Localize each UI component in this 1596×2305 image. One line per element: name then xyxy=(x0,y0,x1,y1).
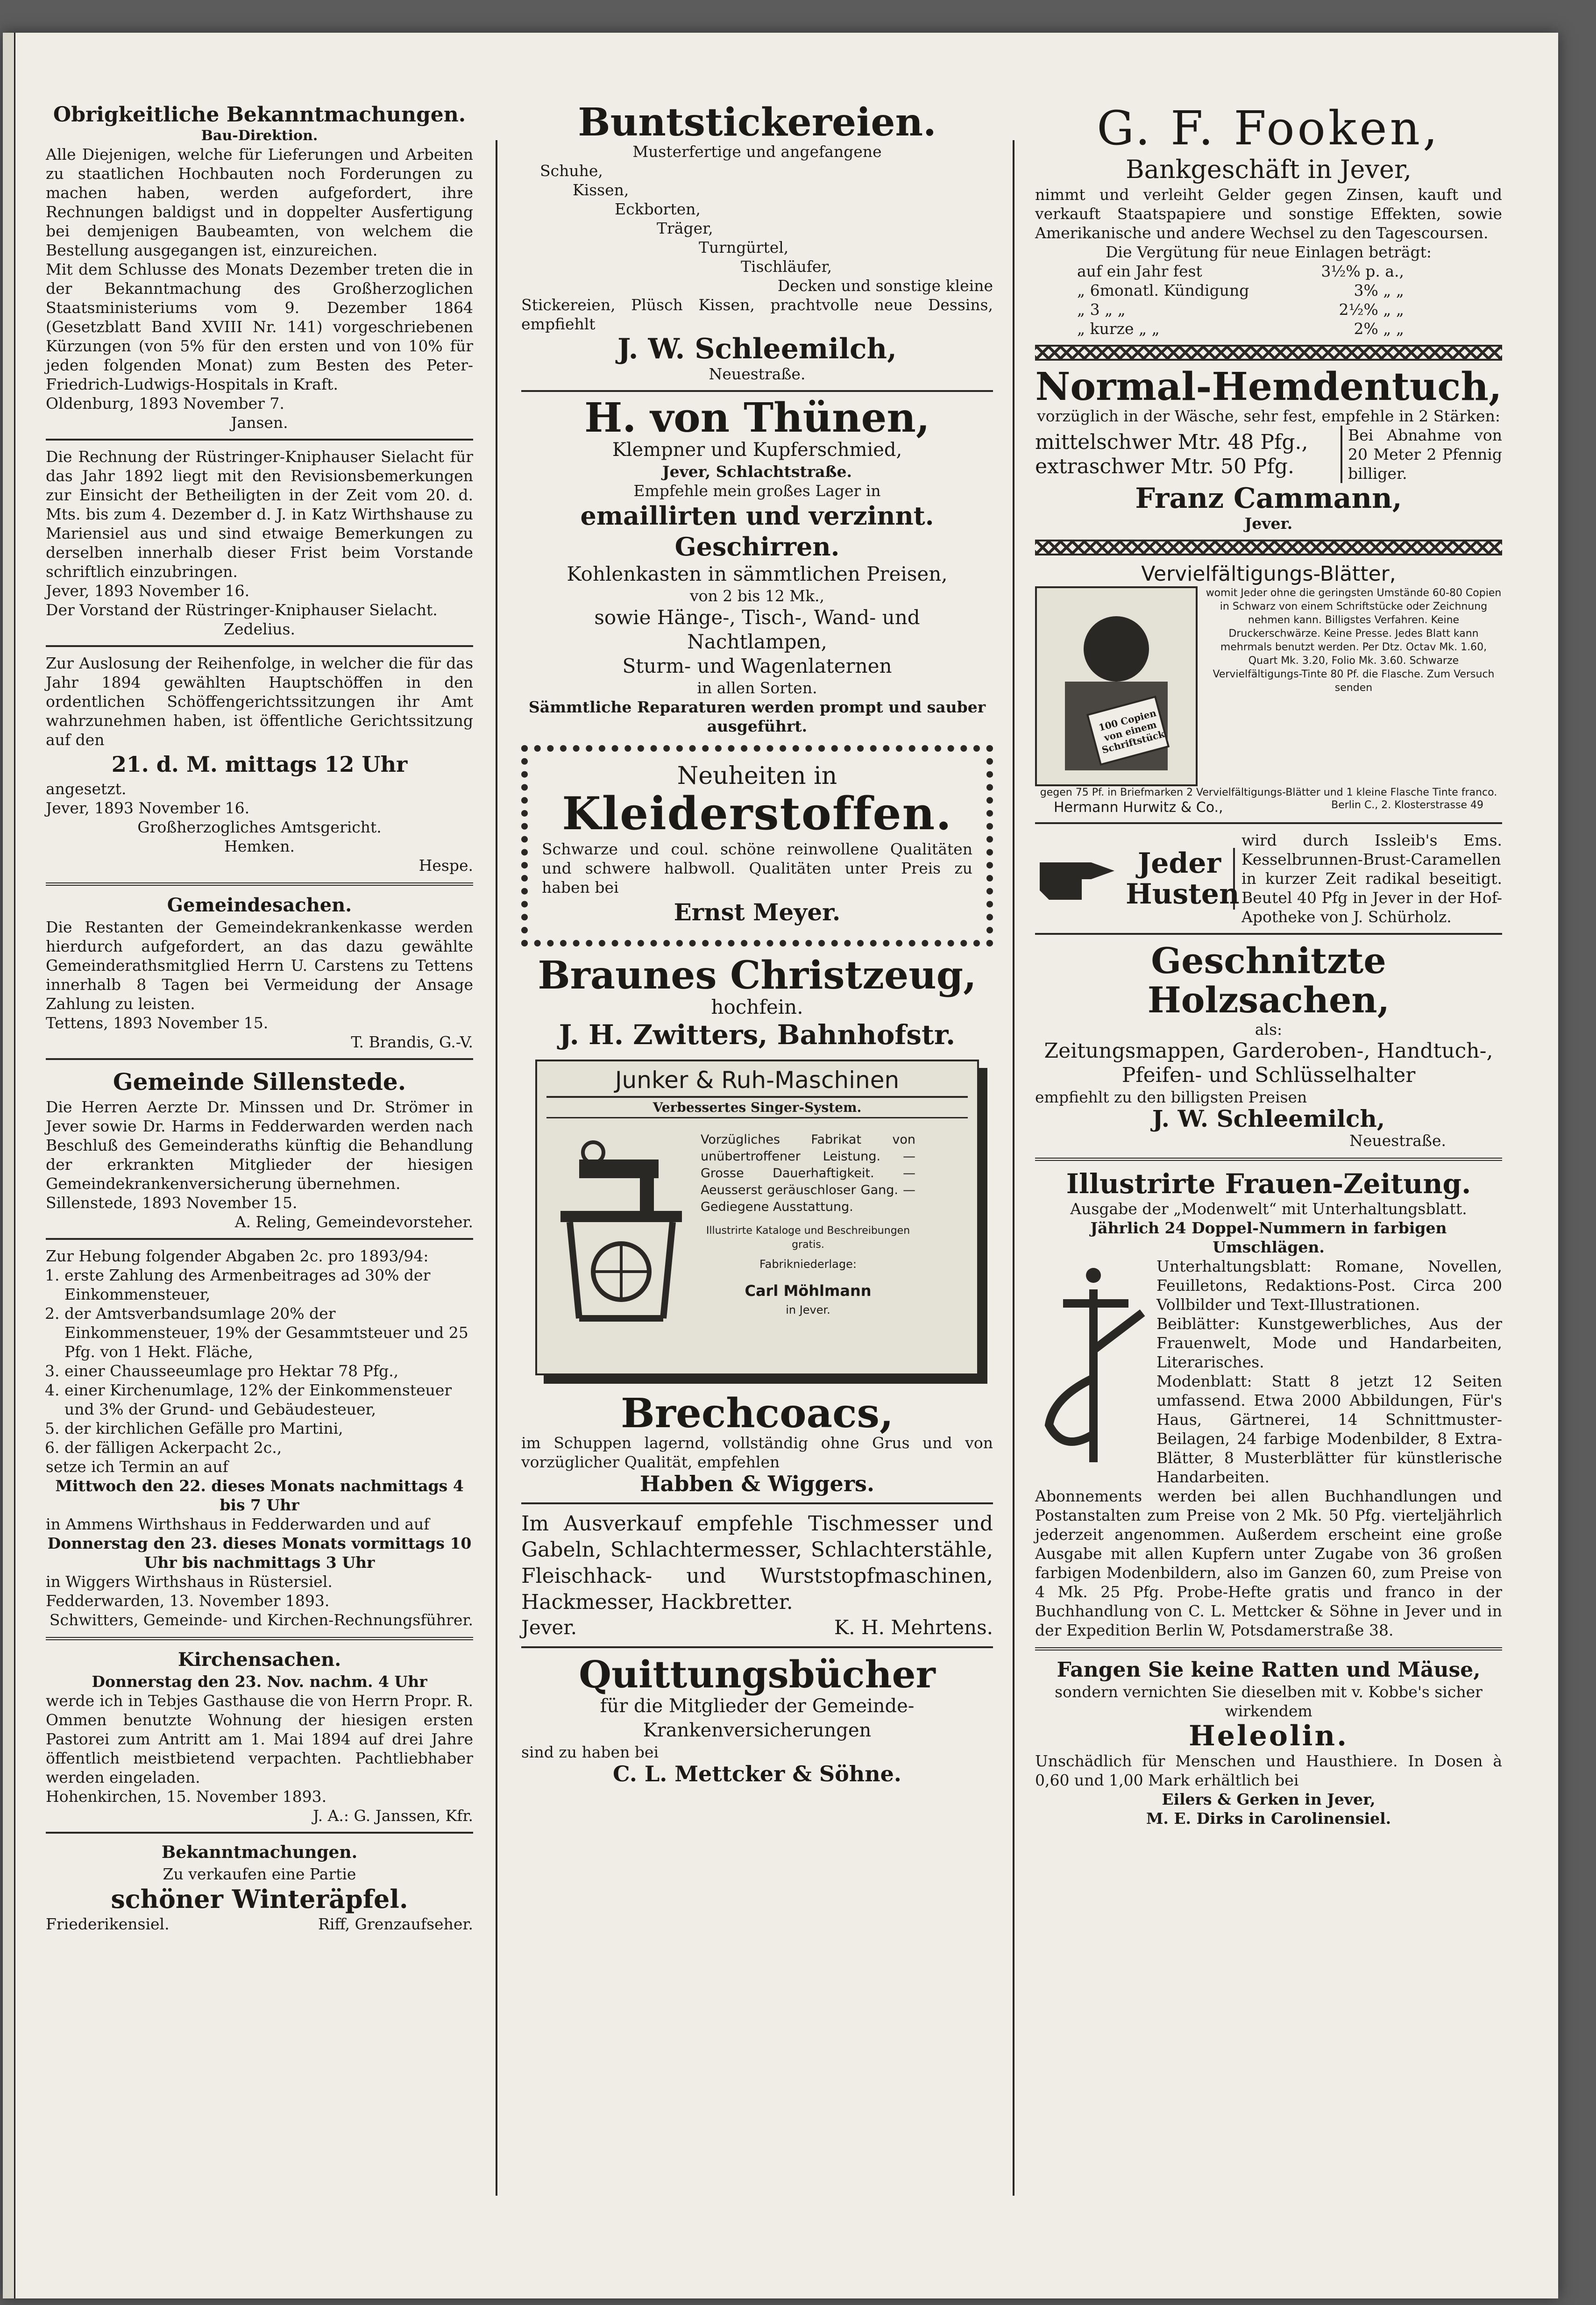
list-item: 5. der kirchlichen Gefälle pro Martini, xyxy=(64,1419,473,1438)
ad-address: Jever, Schlachtstraße. xyxy=(662,462,852,481)
notice-text: Zur Auslosung der Reihenfolge, in welcher die für das Jahr 1894 gewählten Hauptschöffen in den ordentlichen Schöffengerichtssitzungen ihr Amt wahrzunehmen haben, ist öffentliche Gerichtssitzung auf den xyxy=(46,654,473,749)
rate-row xyxy=(1077,319,1404,338)
ad-item: Tischläufer, xyxy=(741,257,832,276)
notice-signature: A. Reling, Gemeindevorsteher. xyxy=(234,1213,473,1231)
divider xyxy=(46,645,473,647)
notice-date: Sillenstede, 1893 November 15. xyxy=(46,1194,298,1212)
ad-text: sind zu haben bei xyxy=(521,1743,659,1761)
ad-firm: K. H. Mehrtens. xyxy=(834,1616,993,1639)
heading-obrigkeitliche: Obrigkeitliche Bekanntmachungen. xyxy=(53,103,466,127)
ad-address: Berlin C., 2. Klosterstrasse 49 xyxy=(1331,799,1483,811)
ad-firm: C. L. Mettcker & Söhne. xyxy=(613,1761,901,1786)
ad-text: Unschädlich für Menschen und Hausthiere. In Dosen à 0,60 und 1,00 Mark erhältlich bei xyxy=(1035,1752,1502,1789)
ad-firm: Franz Cammann, xyxy=(1135,482,1402,515)
notice-date: Hohenkirchen, 15. November 1893. xyxy=(46,1787,327,1806)
ad-place: in Jever. xyxy=(786,1303,830,1316)
column-2 xyxy=(521,100,993,1786)
ad-text: wird durch Issleib's Ems. Kesselbrunnen-Brust-Caramellen in kurzer Zeit radikal beseitigt. Beutel 40 Pfg in Jever in der Hof-Apotheke von J. Schürholz. xyxy=(1241,831,1502,926)
divider xyxy=(521,1502,993,1504)
ad-item: Eckborten, xyxy=(615,200,701,218)
rate-row xyxy=(1077,300,1404,319)
notice-name: Zedelius. xyxy=(224,620,295,638)
ad-address: Neuestraße. xyxy=(1349,1131,1446,1150)
ad-subtitle: als: xyxy=(1255,1020,1283,1039)
notice-text: Alle Diejenigen, welche für Lieferungen und Arbeiten zu staatlichen Hochbauten noch Forderungen zu machen haben, werden aufgefordert, ihre Rechnungen baldigst und in doppelter Ausfertigung bei demjenigen Baubeamten, von welchem die Bestellung ausgegangen ist, einzureichen. xyxy=(46,145,473,259)
pointing-hand-icon xyxy=(1035,844,1119,914)
ad-subtitle: Verbessertes Singer-System. xyxy=(546,1098,968,1118)
previous-page-edge xyxy=(3,33,15,2298)
ad-quittungsbuecher-title: Quittungsbücher xyxy=(579,1652,936,1696)
ad-item: Kissen, xyxy=(573,181,629,199)
notice-signature: Schwitters, Gemeinde- und Kirchen-Rechnungsführer. xyxy=(49,1611,473,1629)
rate-row xyxy=(1077,281,1404,300)
notice-name: Hemken. xyxy=(224,837,295,855)
column-3 xyxy=(1035,103,1502,1828)
rate-value: 3½% p. a., xyxy=(1321,262,1404,280)
ad-highlight: emaillirten und verzinnt. Geschirren. xyxy=(580,501,934,562)
notice-text: Zu verkaufen eine Partie xyxy=(163,1865,356,1883)
heading-gemeindesachen: Gemeindesachen. xyxy=(167,894,352,916)
ad-brechcoacs-title: Brechcoacs, xyxy=(621,1390,894,1437)
rate-label: „ kurze „ „ xyxy=(1077,320,1160,338)
list-item: 1. erste Zahlung des Armenbeitrages ad 30% der Einkommensteuer, xyxy=(64,1266,473,1304)
copy-illustration-icon xyxy=(1037,588,1196,784)
ad-subtitle: Ausgabe der „Modenwelt“ mit Unterhaltungsblatt. xyxy=(1070,1200,1467,1218)
ad-subtitle: hochfein. xyxy=(711,996,803,1018)
ad-item: Schuhe, xyxy=(540,162,603,180)
ad-text: Zeitungsmappen, Garderoben-, Handtuch-, Pfeifen- und Schlüsselhalter xyxy=(1044,1039,1493,1087)
divider xyxy=(46,1637,473,1640)
ad-address: Neuestraße. xyxy=(709,365,806,383)
ad-text: sowie Hänge-, Tisch-, Wand- und Nachtlampen, xyxy=(594,606,920,653)
divider xyxy=(521,1646,993,1648)
heading-kirchensachen: Kirchensachen. xyxy=(177,1649,341,1671)
notice-date: Fedderwarden, 13. November 1893. xyxy=(46,1592,330,1610)
list-item: 2. der Amtsverbandsumlage 20% der Einkommensteuer, 19% der Gesammtsteuer und 25 Pfg. von 1 Hekt. Fläche, xyxy=(64,1304,473,1361)
column-1 xyxy=(46,103,473,1934)
ad-text: von 2 bis 12 Mk., xyxy=(689,587,825,605)
notice-place: Friederikensiel. xyxy=(46,1915,170,1933)
notice-text: Die Restanten der Gemeindekrankenkasse werden hierdurch aufgefordert, an das dazu gewählte Gemeinderathsmitglied Herrn U. Carstens zu Tettens innerhalb 8 Tagen bei Vermeidung der Ansage Zahlung zu leisten. xyxy=(46,918,473,1013)
tax-intro: Zur Hebung folgender Abgaben 2c. pro 1893/94: xyxy=(46,1247,429,1265)
notice-text: setze ich Termin an auf xyxy=(46,1458,228,1476)
rates-table xyxy=(1035,262,1404,338)
notice-text: Die Rechnung der Rüstringer-Kniphauser Sielacht für das Jahr 1892 liegt mit den Revisionsbemerkungen zur Einsicht der Betheiligten in der Zeit vom 20. d. Mts. bis zum 4. Dezember d. J. in Katz Wirthshause zu Mariensiel aus und sind etwaige Bemerkungen zu derselben innerhalb dieser Frist beim Vorstande schriftlich einzubringen. xyxy=(46,448,473,581)
ad-text: Fabrikniederlage: xyxy=(759,1258,857,1271)
ad-place: Jever. xyxy=(521,1616,577,1639)
illustration-caption: 100 Copien von einem Schriftstück xyxy=(1097,707,1166,756)
apples-heading: schöner Winteräpfel. xyxy=(111,1884,408,1914)
ad-kleiderstoffen-title: Kleiderstoffen. xyxy=(562,787,952,840)
ad-text: gegen 75 Pf. in Briefmarken 2 Vervielfältigungs-Blätter und 1 kleine Flasche Tinte franco. xyxy=(1040,787,1497,798)
divider xyxy=(46,882,473,886)
ad-item: Decken und sonstige kleine xyxy=(777,277,993,295)
husten-heading xyxy=(1126,847,1240,911)
ad-frauenzeitung-title: Illustrirte Frauen-Zeitung. xyxy=(1066,1168,1471,1200)
divider xyxy=(46,1238,473,1240)
rate-row xyxy=(1077,262,1404,281)
husten-word-2: Husten xyxy=(1126,877,1240,911)
notice-date: Tettens, 1893 November 15. xyxy=(46,1014,269,1032)
list-item: 3. einer Chausseeumlage pro Hektar 78 Pfg., xyxy=(64,1361,473,1380)
ad-subtitle: Bankgeschäft in Jever, xyxy=(1125,155,1412,184)
ad-text: nimmt und verleiht Gelder gegen Zinsen, kauft und verkauft Staatspapiere und sonstige Effekten, sowie Amerikanische und andere Wechsel zu den Tagescoursen. xyxy=(1035,185,1502,242)
heading-bekanntmachungen: Bekanntmachungen. xyxy=(161,1843,358,1862)
church-date: Donnerstag den 23. Nov. nachm. 4 Uhr xyxy=(92,1672,427,1691)
ad-junker-title: Junker & Ruh-Maschinen xyxy=(546,1068,968,1098)
ad-junker-box xyxy=(535,1060,979,1375)
newspaper-page xyxy=(3,33,1558,2298)
ad-subtitle: Klempner und Kupferschmied, xyxy=(612,439,902,461)
ad-text: Beiblätter: Kunstgewerbliches, Aus der Frauenwelt, Mode und Handarbeiten, Literarisches. xyxy=(1156,1315,1502,1371)
notice-text: werde ich in Tebjes Gasthause die von Herrn Propr. R. Ommen benutzte Wohnung der hiesigen ersten Pastorei zum Antritt am 1. Mai 1894 auf drei Jahre öffentlich meistbietend verpachten. Pachtliebhaber werden eingeladen. xyxy=(46,1692,473,1786)
ad-hemdentuch-title: Normal-Hemdentuch, xyxy=(1035,364,1502,409)
ad-text: Stickereien, Plüsch Kissen, prachtvolle neue Dessins, empfiehlt xyxy=(521,296,993,333)
court-date: 21. d. M. mittags 12 Uhr xyxy=(111,752,408,777)
ad-text: in allen Sorten. xyxy=(697,679,817,697)
ad-footer xyxy=(1035,799,1502,816)
price-line: extraschwer Mtr. 50 Pfg. xyxy=(1035,454,1295,478)
column-rule-1 xyxy=(496,140,497,2196)
ad-text: vorzüglich in der Wäsche, sehr fest, empfehle in 2 Stärken: xyxy=(1037,407,1500,425)
ad-text: empfiehlt zu den billigsten Preisen xyxy=(1035,1088,1307,1106)
ad-place: Jever. xyxy=(1244,514,1293,533)
rates-title: Die Vergütung für neue Einlagen beträgt: xyxy=(1105,243,1432,261)
notice-date: Jever, 1893 November 16. xyxy=(46,799,250,817)
list-item: 6. der fälligen Ackerpacht 2c., xyxy=(64,1438,473,1457)
rate-label: auf ein Jahr fest xyxy=(1077,262,1202,280)
notice-signature: Der Vorstand der Rüstringer-Kniphauser Sielacht. xyxy=(46,601,438,619)
notice-text: Die Herren Aerzte Dr. Minssen und Dr. Strömer in Jever sowie Dr. Harms in Fedderwarden werden nach Beschluß des Gemeinderaths künftig die Behandlung der erkrankten Mitglieder der hiesigen Gemeindekrankenversicherung übernehmen. xyxy=(46,1098,473,1193)
tax-date-2: Donnerstag den 23. dieses Monats vormittags 10 Uhr bis nachmittags 3 Uhr xyxy=(47,1534,472,1572)
divider xyxy=(1035,822,1502,824)
ad-highlight: Jährlich 24 Doppel-Nummern in farbigen Umschlägen. xyxy=(1090,1219,1447,1256)
ad-text: im Schuppen lagernd, vollständig ohne Grus und von vorzüglicher Qualität, empfehlen xyxy=(521,1434,993,1471)
ad-firm: J. H. Zwitters, Bahnhofstr. xyxy=(559,1019,956,1051)
ad-subtitle: Musterfertige und angefangene xyxy=(632,142,882,161)
divider xyxy=(1035,1647,1502,1650)
divider xyxy=(46,1832,473,1834)
notice-date: Jever, 1893 November 16. xyxy=(46,582,250,600)
notice-signature: Jansen. xyxy=(231,413,288,432)
ad-firm: Hermann Hurwitz & Co., xyxy=(1054,799,1223,816)
notice-signature: J. A.: G. Janssen, Kfr. xyxy=(312,1807,473,1825)
notice-text: in Wiggers Wirthshaus in Rüstersiel. xyxy=(46,1572,333,1591)
divider xyxy=(1035,1158,1502,1161)
rate-value: 3% „ „ xyxy=(1354,281,1404,299)
verv-block xyxy=(1035,586,1502,786)
ad-highlight: Sämmtliche Reparaturen werden prompt und sauber ausgeführt. xyxy=(528,698,986,735)
divider xyxy=(46,439,473,441)
column-rule-2 xyxy=(1013,140,1014,2196)
rate-label: „ 6monatl. Kündigung xyxy=(1077,281,1249,299)
heading-sillenstede: Gemeinde Sillenstede. xyxy=(113,1068,406,1096)
notice-text: Mit dem Schlusse des Monats Dezember treten die in der Bekanntmachung des Großherzoglichen Staatsministeriums vom 9. Dezember 1864 (Gesetzblatt Band XVIII Nr. 141) vorgeschriebenen Kürzungen (von 5% für den ersten und von 10% für jeden folgenden Monat) zum Besten des Peter-Friedrich-Ludwigs-Hospitals in Kraft. xyxy=(46,260,473,393)
ad-item: Träger, xyxy=(657,219,713,237)
ad-junker-text xyxy=(701,1131,915,1320)
ad-footer xyxy=(521,1615,993,1640)
copy-illustration xyxy=(1035,586,1198,786)
ad-text: Empfehle mein großes Lager in xyxy=(633,482,881,500)
price-lines xyxy=(1035,430,1341,479)
ad-firm: J. W. Schleemilch, xyxy=(1152,1105,1385,1132)
ad-firm: J. W. Schleemilch, xyxy=(617,333,897,365)
frauen-text xyxy=(1156,1257,1502,1487)
clerk-name: Hespe. xyxy=(419,856,473,875)
rate-label: „ 3 „ „ xyxy=(1077,300,1126,319)
tax-list xyxy=(46,1266,473,1457)
husten-block xyxy=(1035,831,1502,926)
ad-buntstickereien-title: Buntstickereien. xyxy=(578,100,936,145)
ad-text: Unterhaltungsblatt: Romane, Novellen, Feuilletons, Redaktions-Post. Circa 200 Vollbilder und Text-Illustrationen. xyxy=(1156,1257,1502,1314)
ad-text: für die Mitglieder der Gemeinde-Krankenversicherungen xyxy=(600,1695,915,1741)
ad-firm: M. E. Dirks in Carolinensiel. xyxy=(1146,1809,1391,1828)
ad-ratten-title: Fangen Sie keine Ratten und Mäuse, xyxy=(1057,1658,1481,1682)
divider xyxy=(1035,933,1502,935)
notice-signature: Riff, Grenzaufseher. xyxy=(318,1915,473,1933)
price-line: mittelschwer Mtr. 48 Pfg., xyxy=(1035,430,1308,454)
ad-kleiderstoffen-box xyxy=(521,745,993,946)
ad-firm: Eilers & Gerken in Jever, xyxy=(1162,1790,1376,1808)
ad-text: Schwarze und coul. schöne reinwollene Qualitäten und schwere halbwoll. Qualitäten unter Preis zu haben bei xyxy=(542,840,972,896)
notice-signature: T. Brandis, G.-V. xyxy=(351,1033,473,1051)
ad-text: Modenblatt: Statt 8 jetzt 12 Seiten umfassend. Etwa 2000 Abbildungen, Für's Haus, Gärtnerei, 14 Schnittmuster-Beilagen, 24 farbige Modenbilder, 8 Extra-Blätter, 8 Musterblätter für künstlerische Handarbeiten. xyxy=(1156,1372,1502,1486)
sub-bau-direktion: Bau-Direktion. xyxy=(201,128,318,144)
notice-footer xyxy=(46,1914,473,1934)
ornament-divider xyxy=(1035,345,1502,361)
notice-text: angesetzt. xyxy=(46,780,127,798)
ad-thuenen-title: H. von Thünen, xyxy=(584,394,930,441)
price-note: Bei Abnahme von 20 Meter 2 Pfennig billiger. xyxy=(1341,426,1502,483)
ad-text: Neuheiten in xyxy=(677,762,837,790)
price-block xyxy=(1035,426,1502,483)
notice-date: Oldenburg, 1893 November 7. xyxy=(46,394,284,413)
ornament-divider xyxy=(1035,540,1502,555)
ad-text: Abonnements werden bei allen Buchhandlungen und Postanstalten zum Preise von 2 Mk. 50 Pfg. vierteljährlich jederzeit angenommen. Außerdem erscheint eine große Ausgabe mit allen Kupfern unter Zugabe von 36 großen farbigen Modenbildern, also im Ganzen 60, zum Preise von 4 Mk. 25 Pfg. Probe-Hefte gratis und franco in der Buchhandlung von C. L. Mettcker & Söhne in Jever und in der Expedition Berlin W, Potsdamerstraße 38. xyxy=(1035,1487,1502,1639)
husten-word-1: Jeder xyxy=(1137,847,1221,880)
notice-text: in Ammens Wirthshaus in Fedderwarden und auf xyxy=(46,1515,430,1533)
rate-value: 2% „ „ xyxy=(1354,320,1404,338)
monogram-icon xyxy=(1035,1257,1152,1481)
frauen-block xyxy=(1035,1257,1502,1487)
ad-firm: Carl Möhlmann xyxy=(745,1282,872,1300)
ad-text: Kohlenkasten in sämmtlichen Preisen, xyxy=(567,562,948,585)
ad-fooken-title: G. F. Fooken, xyxy=(1097,101,1440,156)
tax-date-1: Mittwoch den 22. dieses Monats nachmittags 4 bis 7 Uhr xyxy=(55,1477,464,1514)
ad-heleolin: Heleolin. xyxy=(1189,1720,1348,1752)
ad-item: Turngürtel, xyxy=(699,238,789,256)
divider xyxy=(46,1058,473,1060)
ad-text: Illustrirte Kataloge und Beschreibungen gratis. xyxy=(706,1225,910,1251)
ad-vervielfaeltigung-title: Vervielfältigungs-Blätter, xyxy=(1141,562,1396,586)
ad-text: Vorzügliches Fabrikat von unübertroffener Leistung. — Grosse Dauerhaftigkeit. — Aeusserst geräuschloser Gang. — Gediegene Ausstattung. xyxy=(701,1132,915,1214)
ad-christzeug-title: Braunes Christzeug, xyxy=(538,953,977,998)
rate-value: 2½% „ „ xyxy=(1339,300,1404,319)
ad-firm: Habben & Wiggers. xyxy=(640,1471,874,1496)
ad-holzsachen-title: Geschnitzte Holzsachen, xyxy=(1147,940,1390,1021)
ad-text: sondern vernichten Sie dieselben mit v. Kobbe's sicher wirkendem xyxy=(1055,1683,1483,1720)
divider xyxy=(521,390,993,392)
ad-text: Im Ausverkauf empfehle Tischmesser und Gabeln, Schlachtermesser, Schlachterstähle, Fleischhack- und Wurststopfmaschinen, Hackmesser, Hackbretter. xyxy=(521,1512,993,1614)
court-name: Großherzogliches Amtsgericht. xyxy=(137,818,382,836)
sewing-machine-icon xyxy=(551,1131,691,1337)
ad-firm: Ernst Meyer. xyxy=(674,898,841,926)
ad-text: womit Jeder ohne die geringsten Umstände 60-80 Copien in Schwarz von einem Schriftstücke oder Zeichnung nehmen kann. Billigstes Verfahren. Keine Druckerschwärze. Keine Presse. Jedes Blatt kann mehrmals benutzt werden. Per Dtz. Octav Mk. 1.60, Quart Mk. 3.20, Folio Mk. 3.60. Schwarze Vervielfältigungs-Tinte 80 Pf. die Flasche. Zum Versuch senden xyxy=(1206,587,1502,694)
ad-text: Sturm- und Wagenlaternen xyxy=(622,655,892,677)
list-item: 4. einer Kirchenumlage, 12% der Einkommensteuer und 3% der Grund- und Gebäudesteuer, xyxy=(64,1380,473,1419)
